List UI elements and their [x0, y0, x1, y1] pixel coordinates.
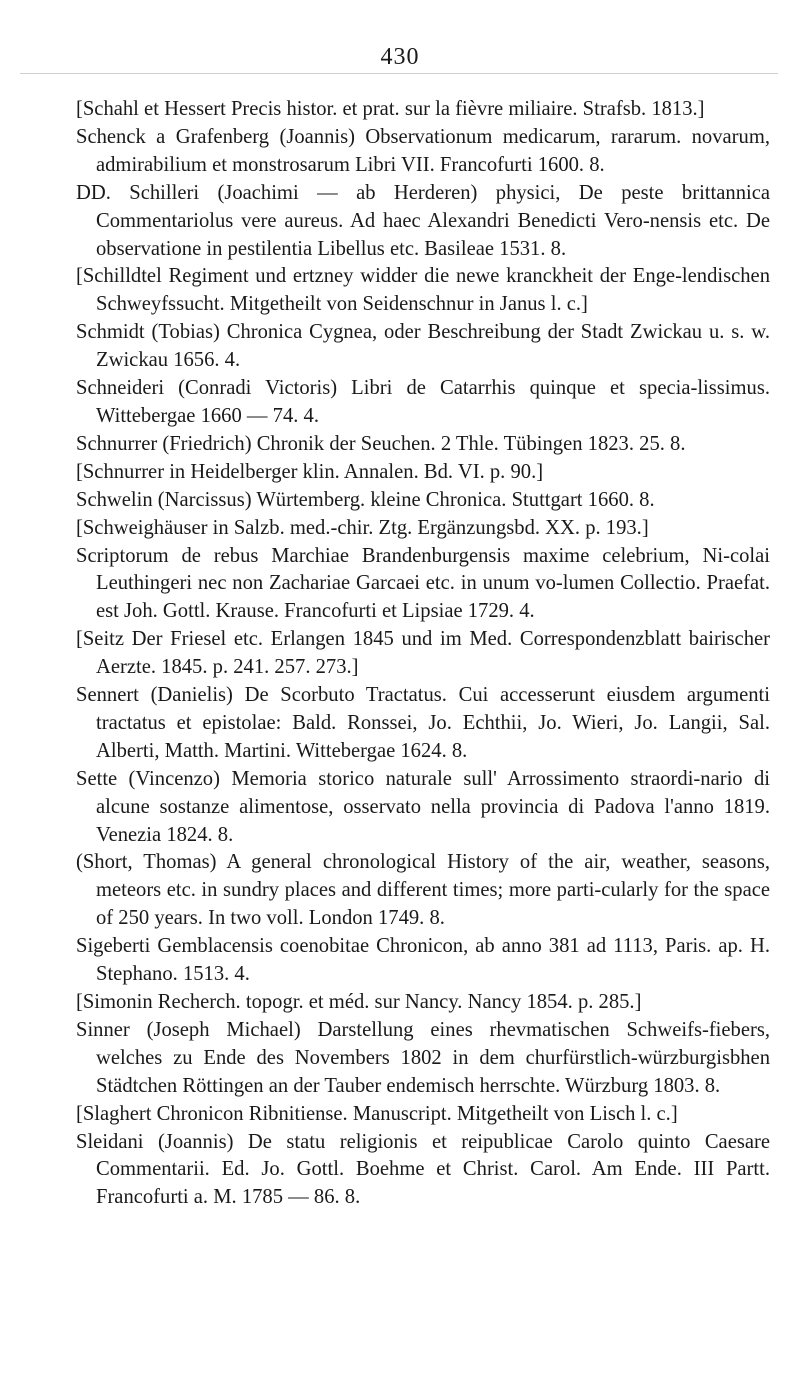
- bibliography-entry: Schnurrer (Friedrich) Chronik der Seuchen. 2 Thle. Tübingen 1823. 25. 8.: [76, 432, 686, 455]
- bibliography-entry: [Slaghert Chronicon Ribnitiense. Manuscript. Mitgetheilt von Lisch l. c.]: [76, 1102, 678, 1125]
- bibliography-entry: [Schweighäuser in Salzb. med.-chir. Ztg. Ergänzungsbd. XX. p. 193.]: [76, 516, 649, 539]
- bibliography-entry: [Schnurrer in Heidelberger klin. Annalen. Bd. VI. p. 90.]: [76, 460, 544, 483]
- bibliography-entry: [Seitz Der Friesel etc. Erlangen 1845 und im Med. Correspondenzblatt bairischer Aerzte. 1845. p. 241. 257. 273.]: [76, 628, 770, 679]
- bibliography-entry: Sigeberti Gemblacensis coenobitae Chronicon, ab anno 381 ad 1113, Paris. ap. H. Stephano. 1513. 4.: [76, 935, 770, 986]
- bibliography-entry: Schmidt (Tobias) Chronica Cygnea, oder Beschreibung der Stadt Zwickau u. s. w. Zwickau 1656. 4.: [76, 321, 770, 372]
- bibliography-list: [76, 96, 770, 1212]
- bibliography-entry: [Schahl et Hessert Precis histor. et prat. sur la fièvre miliaire. Strafsb. 1813.]: [76, 98, 705, 120]
- bibliography-entry: Schneideri (Conradi Victoris) Libri de Catarrhis quinque et specia-lissimus. Wittebergae 1660 — 74. 4.: [76, 377, 770, 427]
- bibliography-entry: Sette (Vincenzo) Memoria storico naturale sull' Arrossimento straordi-nario di alcune sostanze alimentose, osservato nella provincia di Padova l'anno 1819. Venezia 1824. 8.: [76, 767, 770, 846]
- bibliography-entry: [Schilldtel Regiment und ertzney widder die newe kranckheit der Enge-lendischen Schweyfssucht. Mitgetheilt von Seidenschnur in Janus l. c.]: [76, 265, 770, 316]
- bibliography-entry: Schwelin (Narcissus) Würtemberg. kleine Chronica. Stuttgart 1660. 8.: [76, 488, 655, 511]
- page-number: 430: [380, 44, 420, 70]
- header-rule: [20, 73, 778, 74]
- bibliography-entry: Sleidani (Joannis) De statu religionis et reipublicae Carolo quinto Caesare Commentarii. Ed. Jo. Gottl. Boehme et Christ. Carol. Am Ende. III Partt. Francofurti a. M. 1785 — 86. 8.: [76, 1130, 770, 1209]
- bibliography-entry: (Short, Thomas) A general chronological History of the air, weather, seasons, meteors etc. in sundry places and different times; more parti-cularly for the space of 250 years. In two voll. London 1749. 8.: [76, 851, 770, 930]
- bibliography-entry: Schenck a Grafenberg (Joannis) Observationum medicarum, rararum. novarum, admirabilium et monstrosarum Libri VII. Francofurti 1600. 8.: [76, 125, 770, 176]
- bibliography-entry: [Simonin Recherch. topogr. et méd. sur Nancy. Nancy 1854. p. 285.]: [76, 991, 642, 1013]
- bibliography-entry: DD. Schilleri (Joachimi — ab Herderen) physici, De peste brittannica Commentariolus vere aureus. Ad haec Alexandri Benedicti Vero-nensis etc. De observatione in pestilentia Libellus etc. Basileae 1531. 8.: [76, 181, 770, 260]
- bibliography-entry: Scriptorum de rebus Marchiae Brandenburgensis maxime celebrium, Ni-colai Leuthingeri nec non Zachariae Garcaei etc. in unum vo-lumen Collectio. Praefat. est Joh. Gottl. Krause. Francofurti et Lipsiae 1729. 4.: [76, 544, 770, 623]
- bibliography-entry: Sinner (Joseph Michael) Darstellung eines rhevmatischen Schweifs-fiebers, welches zu Ende des Novembers 1802 in dem churfürstlich-würzburgisbhen Städtchen Röttingen an der Tauber endemisch herrschte. Würzburg 1803. 8.: [76, 1018, 770, 1097]
- bibliography-entry: Sennert (Danielis) De Scorbuto Tractatus. Cui accesserunt eiusdem argumenti tractatus et epistolae: Bald. Ronssei, Jo. Echthii, Jo. Wieri, Jo. Langii, Sal. Alberti, Matth. Martini. Wittebergae 1624. 8.: [76, 684, 770, 762]
